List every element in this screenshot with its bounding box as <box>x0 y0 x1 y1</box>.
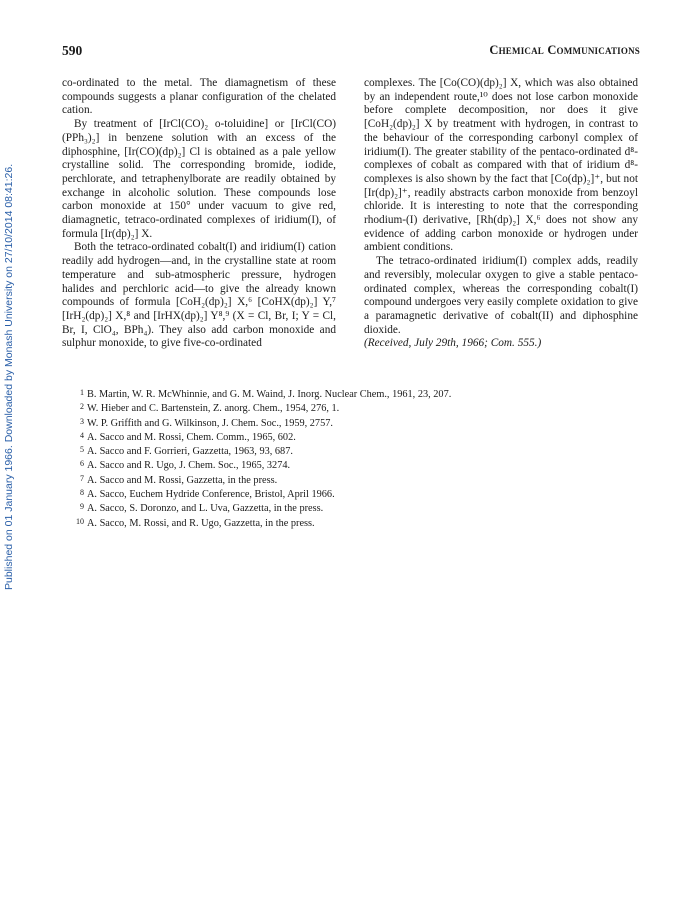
reference-text: A. Sacco and R. Ugo, J. Chem. Soc., 1965, 3274. <box>87 460 291 472</box>
references-list <box>72 387 572 530</box>
reference-text: A. Sacco, M. Rossi, and R. Ugo, Gazzetta, in the press. <box>87 517 315 529</box>
reference-text: W. Hieber and C. Bartenstein, Z. anorg. Chem., 1954, 276, 1. <box>87 403 340 415</box>
reference-text: A. Sacco and M. Rossi, Gazzetta, in the press. <box>87 474 278 486</box>
reference-text: A. Sacco and F. Gorrieri, Gazzetta, 1963, 93, 687. <box>87 446 293 458</box>
reference-item <box>72 516 572 530</box>
reference-number: 7 <box>80 473 84 483</box>
download-watermark <box>3 160 19 590</box>
reference-text: A. Sacco, Euchem Hydride Conference, Bristol, April 1966. <box>87 489 335 501</box>
reference-item <box>72 487 572 501</box>
reference-item <box>72 501 572 515</box>
reference-number: 1 <box>80 388 84 397</box>
journal-title: Chemical Communications <box>489 43 640 57</box>
right-column <box>364 77 638 351</box>
reference-text: W. P. Griffith and G. Wilkinson, J. Chem. Soc., 1959, 2757. <box>87 417 333 429</box>
reference-item <box>72 401 572 415</box>
reference-number: 6 <box>80 459 84 469</box>
reference-item <box>72 416 572 430</box>
right-paragraph-1: complexes. The [Co(CO)(dp)₂] X, which was also obtained by an independent route,¹⁰ does not lose carbon monoxide before complete decomposition, nor does it give [CoH₂(dp)₂] X by treatment with hydrogen, in contrast to the behaviour of the corresponding carbonyl complex of iridium(I). The greater stability of the pentaco-ordinated d⁸-complexes of cobalt as compared with that of iridium d⁸-complexes is also shown by the fact that [Co(dp)₂]⁺, but not [Ir(dp)₂]⁺, readily abstracts carbon monoxide from benzoyl chloride. It is interesting to note that the corresponding rhodium-(I) derivative, [Rh(dp)₂] X,⁶ does not show any evidence of adding carbon monoxide or hydrogen under ambient conditions. <box>364 77 638 254</box>
download-watermark-text: Published on 01 January 1966. Downloaded by Monash University on 27/10/2014 08:41:26. <box>3 163 15 590</box>
left-paragraph-3: Both the tetraco-ordinated cobalt(I) and iridium(I) cation readily add hydrogen—and, in the crystalline state at room temperature and sub-atmospheric pressure, hydrogen halides and perchloric acid—to give the already known compounds of formula [CoH₂(dp)₂] X,⁶ [CoHX(dp)₂] Y,⁷ [IrH₂(dp)₂] X,⁸ and [IrHX(dp)₂] Y⁸,⁹ (X = Cl, Br, I; Y = Cl, Br, I, ClO₄, BPh₄). They also add carbon monoxide and sulphur monoxide, to give five-co-ordinated <box>62 241 336 350</box>
right-paragraph-2: The tetraco-ordinated iridium(I) complex adds, readily and reversibly, molecular oxygen to give a stable pentaco-ordinated complex, whereas the corresponding cobalt(I) compound undergoes very easily complete oxidation to give a paramagnetic derivative of cobalt(II) and diphosphine dioxide. <box>364 255 638 336</box>
page-header <box>62 43 640 61</box>
left-paragraph-2: By treatment of [IrCl(CO)₂ o-toluidine] or [IrCl(CO)(PPh₃)₂] in benzene solution with an excess of the diphosphine, [Ir(CO)(dp)₂] Cl is obtained as a pale yellow crystalline solid. The corresponding bromide, iodide, perchlorate, and tetraphenylborate are readily obtained by exchange in alcoholic solution. These compounds lose carbon monoxide at 150° under vacuum to give red, diamagnetic, tetraco-ordinated complexes of iridium(I), of formula [Ir(dp)₂] X. <box>62 118 336 240</box>
reference-text: A. Sacco, S. Doronzo, and L. Uva, Gazzetta, in the press. <box>87 503 324 515</box>
left-paragraph-1: co-ordinated to the metal. The diamagnetism of these compounds suggests a planar configuration of the chelated cation. <box>62 77 336 117</box>
reference-text: A. Sacco and M. Rossi, Chem. Comm., 1965, 602. <box>87 431 296 443</box>
reference-number: 10 <box>76 516 84 526</box>
reference-item <box>72 458 572 472</box>
reference-item <box>72 444 572 458</box>
reference-item <box>72 387 572 401</box>
reference-item <box>72 430 572 444</box>
reference-number: 4 <box>80 430 84 440</box>
reference-number: 5 <box>80 445 84 455</box>
reference-number: 9 <box>80 502 84 512</box>
reference-number: 3 <box>80 416 84 426</box>
reference-number: 2 <box>80 402 84 412</box>
left-column <box>62 77 336 351</box>
reference-text: B. Martin, W. R. McWhinnie, and G. M. Waind, J. Inorg. Nuclear Chem., 1961, 23, 207. <box>87 389 452 400</box>
received-line: (Received, July 29th, 1966; Com. 555.) <box>364 337 542 350</box>
reference-item <box>72 473 572 487</box>
page-number: 590 <box>62 43 83 58</box>
reference-number: 8 <box>80 488 84 498</box>
